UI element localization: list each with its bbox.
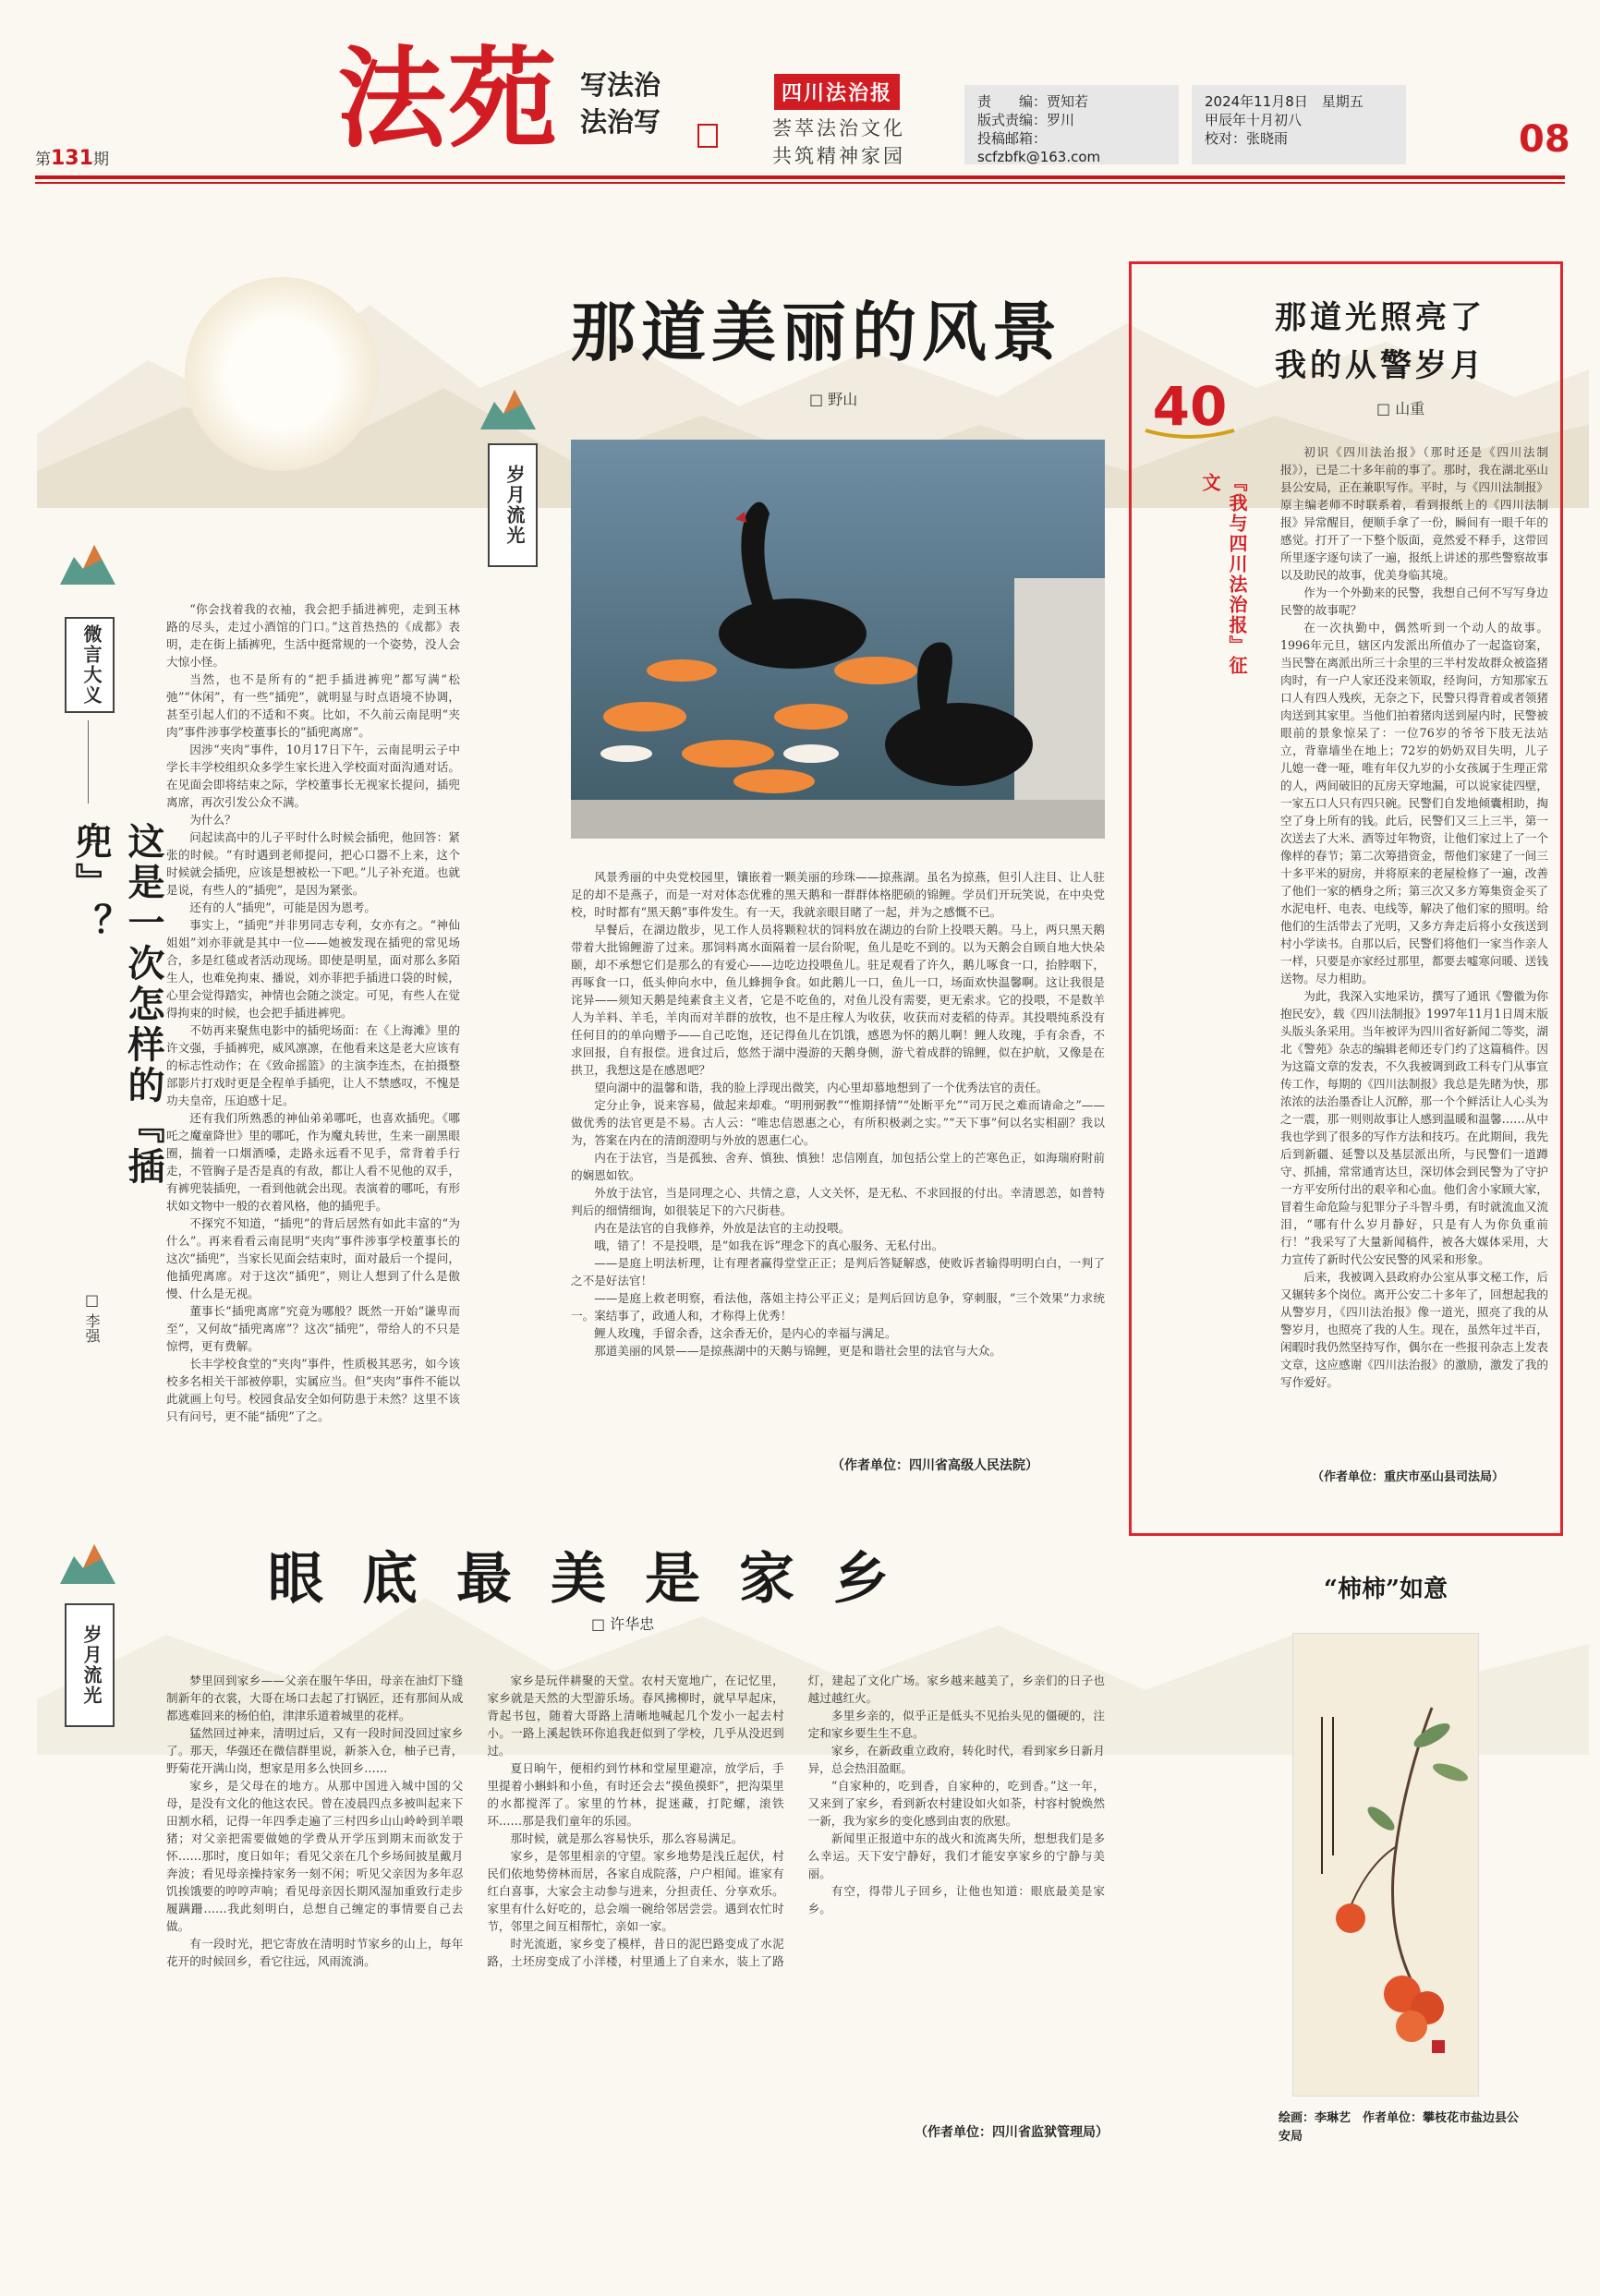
art-title: “柿柿”如意 <box>1324 1576 1448 1603</box>
article-title: 这是一次怎样的『插兜』？ <box>69 822 165 1188</box>
column-tag: 岁月流光 <box>65 1603 115 1727</box>
editor-info: 责 编：贾知若 版式责编：罗川 投稿邮箱：scfzbfk@163.com <box>964 85 1179 164</box>
column-tag: 微言大义 <box>65 617 115 713</box>
persimmon-painting <box>1292 1633 1479 2097</box>
badge-text: 40 <box>1152 375 1228 438</box>
author-unit: （作者单位：四川省高级人民法院） <box>831 1458 1038 1473</box>
byline-box-icon: □ <box>809 391 829 408</box>
mountain-icon <box>55 534 120 589</box>
author-unit: （作者单位：四川省监狱管理局） <box>915 2125 1109 2140</box>
byline: □ 野山 <box>809 391 858 408</box>
paper-name: 四川法治报 <box>774 74 900 110</box>
author-unit: （作者单位：重庆市巫山县司法局） <box>1312 1470 1505 1484</box>
side-label: 『我与四川法治报』征文 <box>1199 473 1248 676</box>
motto: 写法治 法治写 <box>580 69 661 138</box>
sun-decoration <box>185 277 379 471</box>
center-article-body: 风景秀丽的中央党校园里，镶嵌着一颗美丽的珍珠——掠燕湖。虽名为掠燕，但引人注目、让人驻足的却不是燕子，而是一对对体态优雅的黑天鹅和一群群体格肥硕的锦鲤。学员们开玩笑说，在中央党校，时时都有“黑天鹅”事件发生。有一天，我就亲眼目睹了一起，并为之感慨不已。 早餐后，在湖边散步，见工作人员将颗粒状的饲料放在湖边的台阶上投喂天鹅。马上，两只黑天鹅带着大批锦鲤游了过来。那饲料离水面隔着一层台阶呢，鱼儿是吃不到的。以为天鹅会自顾自地大快朵颐，却不承想它们是那么的有爱心——边吃边投喂鱼儿。驻足观看了许久，鹅儿啄食一口，抬脖咽下，再啄食一口，低头伸向水中，鱼儿蜂拥争食。如此鹅儿一口，鱼儿一口，场面欢快温馨啊。这让我很是诧异——须知天鹅是纯素食主义者，它是不吃鱼的，对鱼儿没有需要，更无索求。它的投喂，不是数羊人为羊料、羊毛，羊肉而对羊群的放牧，也不是庄稼人为收获，收获而对麦稻的侍弄。其投喂纯系没有任何目的的单向赠予——自己吃饱，还记得鱼儿在饥饿，感恩为怀的鹅儿啊！鲤人玫瑰，手有余香，不求回报，自有报偿。进食过后，悠然于湖中漫游的天鹅身侧，游弋着成群的锦鲤，似在护航，又像是在拱卫，我想这是在感恩吧？ 望向湖中的温馨和谐，我的脸上浮现出微笑，内心里却慕地想到了一个优秀法官的责任。 定分止争，说来容易，做起来却难。“明刑弼教”“惟期择情”“处断平允”“司万民之难而请命之”——做优秀的法官更是不易。古人云：“唯忠信恩惠之心，有所积极剥之实。”“天下事”何以名实相副？我以为，答案在内在的清朗澄明与外放的恩惠仁心。 内在于法官，当是孤独、舍弃、慎独、慎独！忠信刚直，加包括公堂上的芒寒色正，如海瑞府附前的娴恩如钦。 外放于法官，当是同理之心、共情之意，人文关怀，是无私、不求回报的付出。幸清恩恙，如普特判后的细情细询，如很装足下的六尺街巷。 内在是法官的自我修养，外放是法官的主动投喂。 哦，错了！不是投喂，是“如我在诉”理念下的真心服务、无私付出。 ——是庭上明法析理，让有理者赢得堂堂正正；是判后答疑解惑，使败诉者输得明明白白，一判了之不是好法官！ ——是庭上救老明察，看法他，落姐主持公平正义；是判后回访息争，穿刺服，“三个效果”力求统一。案结事了，政通人和，才称得上优秀！ 鲤人玫瑰，手留余香，这余香无价，是内心的幸福与满足。 那道美丽的风景——是掠燕湖中的天鹅与锦鲤，更是和谐社会里的法官与大众。 <box>571 870 1105 1358</box>
divider <box>88 720 89 804</box>
bottom-article-body: 梦里回到家乡——父亲在服午华田，母亲在油灯下缝制新年的衣裳，大哥在场口去起了打锅匠，还有那间从成都逃难回来的杨伯伯，津津乐道着城里的花样。 猛然回过神来，清明过后，又有一段时间没回过家乡了。那天，华强还在微信群里说，新茶入仓，柚子已青，野菊花开满山岗，想家是用多么快回乡…… 家乡，是父母在的地方。从那中国进入城中国的父母，是没有文化的他这农民。曾在凌晨四点多被叫起来下田割水稻，记得一年四季走遍了三村四乡山山岭岭到羊喂猪；对父亲把需要做她的学费从开学压到期末而欲发于怀……那时，度日如年；看见父亲在几个乡场间披星戴月奔波；看见母亲操持家务一刻不闲；听见父亲因为多年忍饥挨饿要的哼哼声响；看见母亲因长期风湿加重致行走步履蹒跚……我此刻明白，总想自己缠定的事情要自己去做。 有一段时光，把它寄放在清明时节家乡的山上，每年花开的时候回乡，看它往远，风雨流淌。 家乡是玩伴耕聚的天堂。农村天宽地广，在记忆里，家乡就是天然的大型游乐场。春风拂柳时，就早早起床，背起书包，随着大哥路上清晰地喊起几个发小一起去村小。一路上溪起铁环你追我赶似到了学校，几乎从没迟到过。 夏日晌午，便相约到竹林和堂屋里避凉，放学后，手里提着小蝌蚪和小鱼，有时还会去“摸鱼摸虾”，把沟渠里的水都搅浑了。家里的竹林，捉迷藏，打陀螺，滚铁环……那是我们童年的乐园。 那时候，就是那么容易快乐，那么容易满足。 家乡，是邻里相亲的守望。家乡地势是浅丘起伏，村民们依地势傍林而居，各家自成院落，户户相闻。谁家有红白喜事，大家会主动参与进来，分担责任、分享欢乐。家里有什么好吃的，总会端一碗给邻居尝尝。遇到农忙时节，邻里之间互相帮忙，亲如一家。 时光流逝，家乡变了模样，昔日的泥巴路变成了水泥路，土坯房变成了小洋楼，村里通上了自来水，装上了路灯，建起了文化广场。家乡越来越美了，乡亲们的日子也越过越红火。 多里乡亲的，似乎正是低头不见抬头见的僵硬的，注定和家乡要生生不息。 家乡，在新政重立政府，转化时代，看到家乡日新月异，总会热泪盈眶。 “自家种的，吃到香，自家种的，吃到香。”这一年，又来到了家乡，看到新农村建设如火如荼，村容村貌焕然一新，我为家乡的变化感到由衷的欣慰。 新闻里正报道中东的战火和流离失所，想想我们是多么幸运。天下安宁静好，我们才能安享家乡的宁静与美丽。 有空，得带儿子回乡，让他也知道：眼底最美是家乡。 <box>166 1674 1105 1968</box>
article-title: 那道光照亮了 我的从警岁月 <box>1275 299 1485 384</box>
section-logo: 法苑 <box>337 34 560 163</box>
article-title: 那道美丽的风景 <box>571 294 1062 370</box>
right-article-body: 初识《四川法治报》（那时还是《四川法制报》），已是二十多年前的事了。那时，我在湖北巫山县公安局，正在兼职写作。平时，与《四川法制报》原主编老师不时联系着，看到报纸上的《四川法制报》异常醒目，便顺手拿了一份，瞬间有一眼千年的感觉。打开了一下整个版面，竟然爱不释手，这带回所里逐字逐句读了一遍，报纸上讲述的那些警察故事以及助民的故事，优美身临其境。 作为一个外勤来的民警，我想自己何不写写身边民警的故事呢？ 在一次执勤中，偶然听到一个动人的故事。1996年元旦，辖区内发派出所值办了一起盗窃案，当民警在离派出所三十余里的三半村发故群众被盗猪肉时，有一户人家还没来领取，经询问，方知那家五口人有四人残疾，无奈之下，民警只得背着或者领猪肉送到其家里。当他们拍着猪肉送到屋内时，民警被眼前的景象惊呆了：一位76岁的爷爷下肢无法站立，背靠墙坐在地上；72岁的奶奶双目失明，儿子儿媳一聋一哑，唯有年仅九岁的小女孩属于生理正常的人，两间破旧的瓦房天穿地漏，可以说家徒四壁，一家五口人只有四只碗。民警们自发地倾囊相助，掏空了身上所有的钱。此后，民警们又三上三半，第一次送去了大米、酒等过年物资，让他们家过上了一个像样的春节；第二次筹措资金，帮他们家建了一间三十多平米的厨房，并将原来的老屋检修了一遍，改善了他们一家的栖身之所；第三次又多方筹集资金买了水泥电杆、电表、电线等，解决了他们家的照明。给他们的生活带去了光明，又多方奔走后将小女孩送到村小学读书。自那以后，民警们将他们一家当作亲人一样，只要是亦家经过那里，都要去嘘寒问暖、送钱送物。尽力相助。 为此，我深入实地采访，撰写了通讯《警徽为你抱民安》，载《四川法制报》1997年11月1日周末版头版头条采用。当年被评为四川省好新闻二等奖，湖北《警苑》杂志的编辑老师还专门约了这篇稿件。因为这篇文章的发表，不久我被调到政工科专门从事宣传工作，每期的《四川法制报》我总是先睹为快，那浓浓的法治墨香让人沉醉，那一个个鲜活让人心头为之一震，那一则则故事让人感到温暖和温馨……从中我也学到了很多的写作方法和技巧。在此期间，我先后到新疆、延警以及基层派出所，与民警们一道蹲守、抓捕，常常通宵达旦，深切体会到民警为了守护一方平安所付出的艰辛和心血。他们舍小家顾大家，冒着生命危险与犯罪分子斗智斗勇，有时就流血又流泪，“哪有什么岁月静好，只是有人为你负重前行！”我采写了大量新闻稿件，被各大媒体采用，大力宣传了新时代公安民警的风采和形象。 后来，我被调入县政府办公室从事文秘工作，后又辗转多个岗位。离开公安二十多年了，回想起我的从警岁月，《四川法治报》像一道光，照亮了我的从警岁月，也照亮了我的人生。现在，虽然年过半百，闲暇时我仍然坚持写作，偶尔在一些报刊杂志上发表文章，这应感谢《四川法治报》的激励，激发了我的写作爱好。 <box>1280 445 1548 1389</box>
article-title: 眼底最美是家乡 <box>268 1547 927 1612</box>
issue-number: 第131期 <box>35 147 109 170</box>
byline: □ 李强 <box>83 1291 101 1344</box>
header-rule-thin <box>35 182 1565 184</box>
byline-box-icon: □ <box>83 1291 101 1314</box>
page-number: 08 <box>1519 118 1570 161</box>
swan-photo <box>571 440 1105 839</box>
byline: □ 许华忠 <box>591 1615 655 1633</box>
mountain-icon <box>55 1533 120 1589</box>
slogan: 荟萃法治文化 共筑精神家园 <box>772 117 905 167</box>
column-tag: 岁月流光 <box>488 443 538 567</box>
byline-box-icon: □ <box>1376 400 1396 417</box>
date-info: 2024年11月8日 星期五 甲辰年十月初八 校对：张晓雨 <box>1192 85 1406 164</box>
header-rule <box>35 175 1565 179</box>
art-caption: 绘画：李琳艺 作者单位：攀枝花市盐边县公安局 <box>1279 2111 1520 2144</box>
mountain-icon <box>476 379 540 434</box>
byline: □ 山重 <box>1376 400 1425 417</box>
anniversary-badge <box>1136 371 1243 445</box>
seal-icon <box>697 124 718 148</box>
byline-box-icon: □ <box>591 1615 611 1633</box>
left-article-body: “你会找着我的衣袖，我会把手插进裤兜，走到玉林路的尽头，走过小酒馆的门口。”这首热热的《成都》表明，走在街上插裤兜，生活中挺常规的一个姿势，没人会大惊小怪。 当然，也不是所有的“把手插进裤兜”都写满“松弛”“休闲”，有一些“插兜”，就明显与时点语境不协调，甚至引起人们的不适和不爽。比如，不久前云南昆明“夹肉”事件涉事学校董事长的“插兜离席”。 因涉“夹肉”事件，10月17日下午，云南昆明云子中学长丰学校组织众多学生家长进入学校面对面沟通对话。在见面会即将结束之际，学校董事长无视家长提问，插兜离席，再次引发公众不满。 为什么？ 问起读高中的儿子平时什么时候会插兜，他回答：紧张的时候。“有时遇到老师提问，把心口器不上来，这个时候就会插兜，应该是想被松一下吧。”儿子补充道。也就是说，有些人的“插兜”，是因为紧张。 还有的人“插兜”，可能是因为恩考。 事实上，“插兜”并非男同志专利，女亦有之。“神仙姐姐”刘亦菲就是其中一位——她被发现在插兜的常见场合，多是红毯或者活动现场。即使是明星，面对那么多陌生人，也难免拘束、播说，刘亦菲把手插进口袋的时候，心里会觉得踏实，神情也会随之淡定。可见，有些人在觉得拘束的时候，也会把手插进裤兜。 不妨再来聚焦电影中的插兜场面：在《上海滩》里的许文强，手插裤兜，威风凛凛，在他看来这是老大应该有的标志性动作；在《致命摇篮》的主演李连杰，在拍摄整部影片打戏时更是全程单手插兜，让人不禁感叹，不愧是功夫皇帝，压迫感十足。 还有我们所熟悉的神仙弟弟哪吒，也喜欢插兜。《哪吒之魔童降世》里的哪吒，作为魔丸转世，生来一副黑眼圈，揣着一口烟酒嗓，走路永远看不见手，常背着手行走，不管胸子是否是真的有敌，都让人看不见他的双手，有裤兜装插兜，一看到他就会出现。表演着的哪吒，有形状如文物中一般的衣着风格，他的插兜手。 不探究不知道，“插兜”的背后居然有如此丰富的“为什么”。再来看看云南昆明“夹肉”事件涉事学校董事长的这次“插兜”，当家长见面会结束时，面对最后一个提问，他插兜离席。对于这次“插兜”，则让人想到了什么是傲慢、什么是无视。 董事长“插兜离席”究竟为哪般？既然一开始“谦卑而至”，又何故“插兜离席”？这次“插兜”，带给人的不只是惊愕，更有费解。 长丰学校食堂的“夹肉”事件，性质极其恶劣，如今该校多名相关干部被停职，实属应当。但“夹肉”事件不能以此就画上句号。校园食品安全如何防患于未然？这里不该只有问号，更不能“插兜”了之。 <box>166 602 460 1423</box>
